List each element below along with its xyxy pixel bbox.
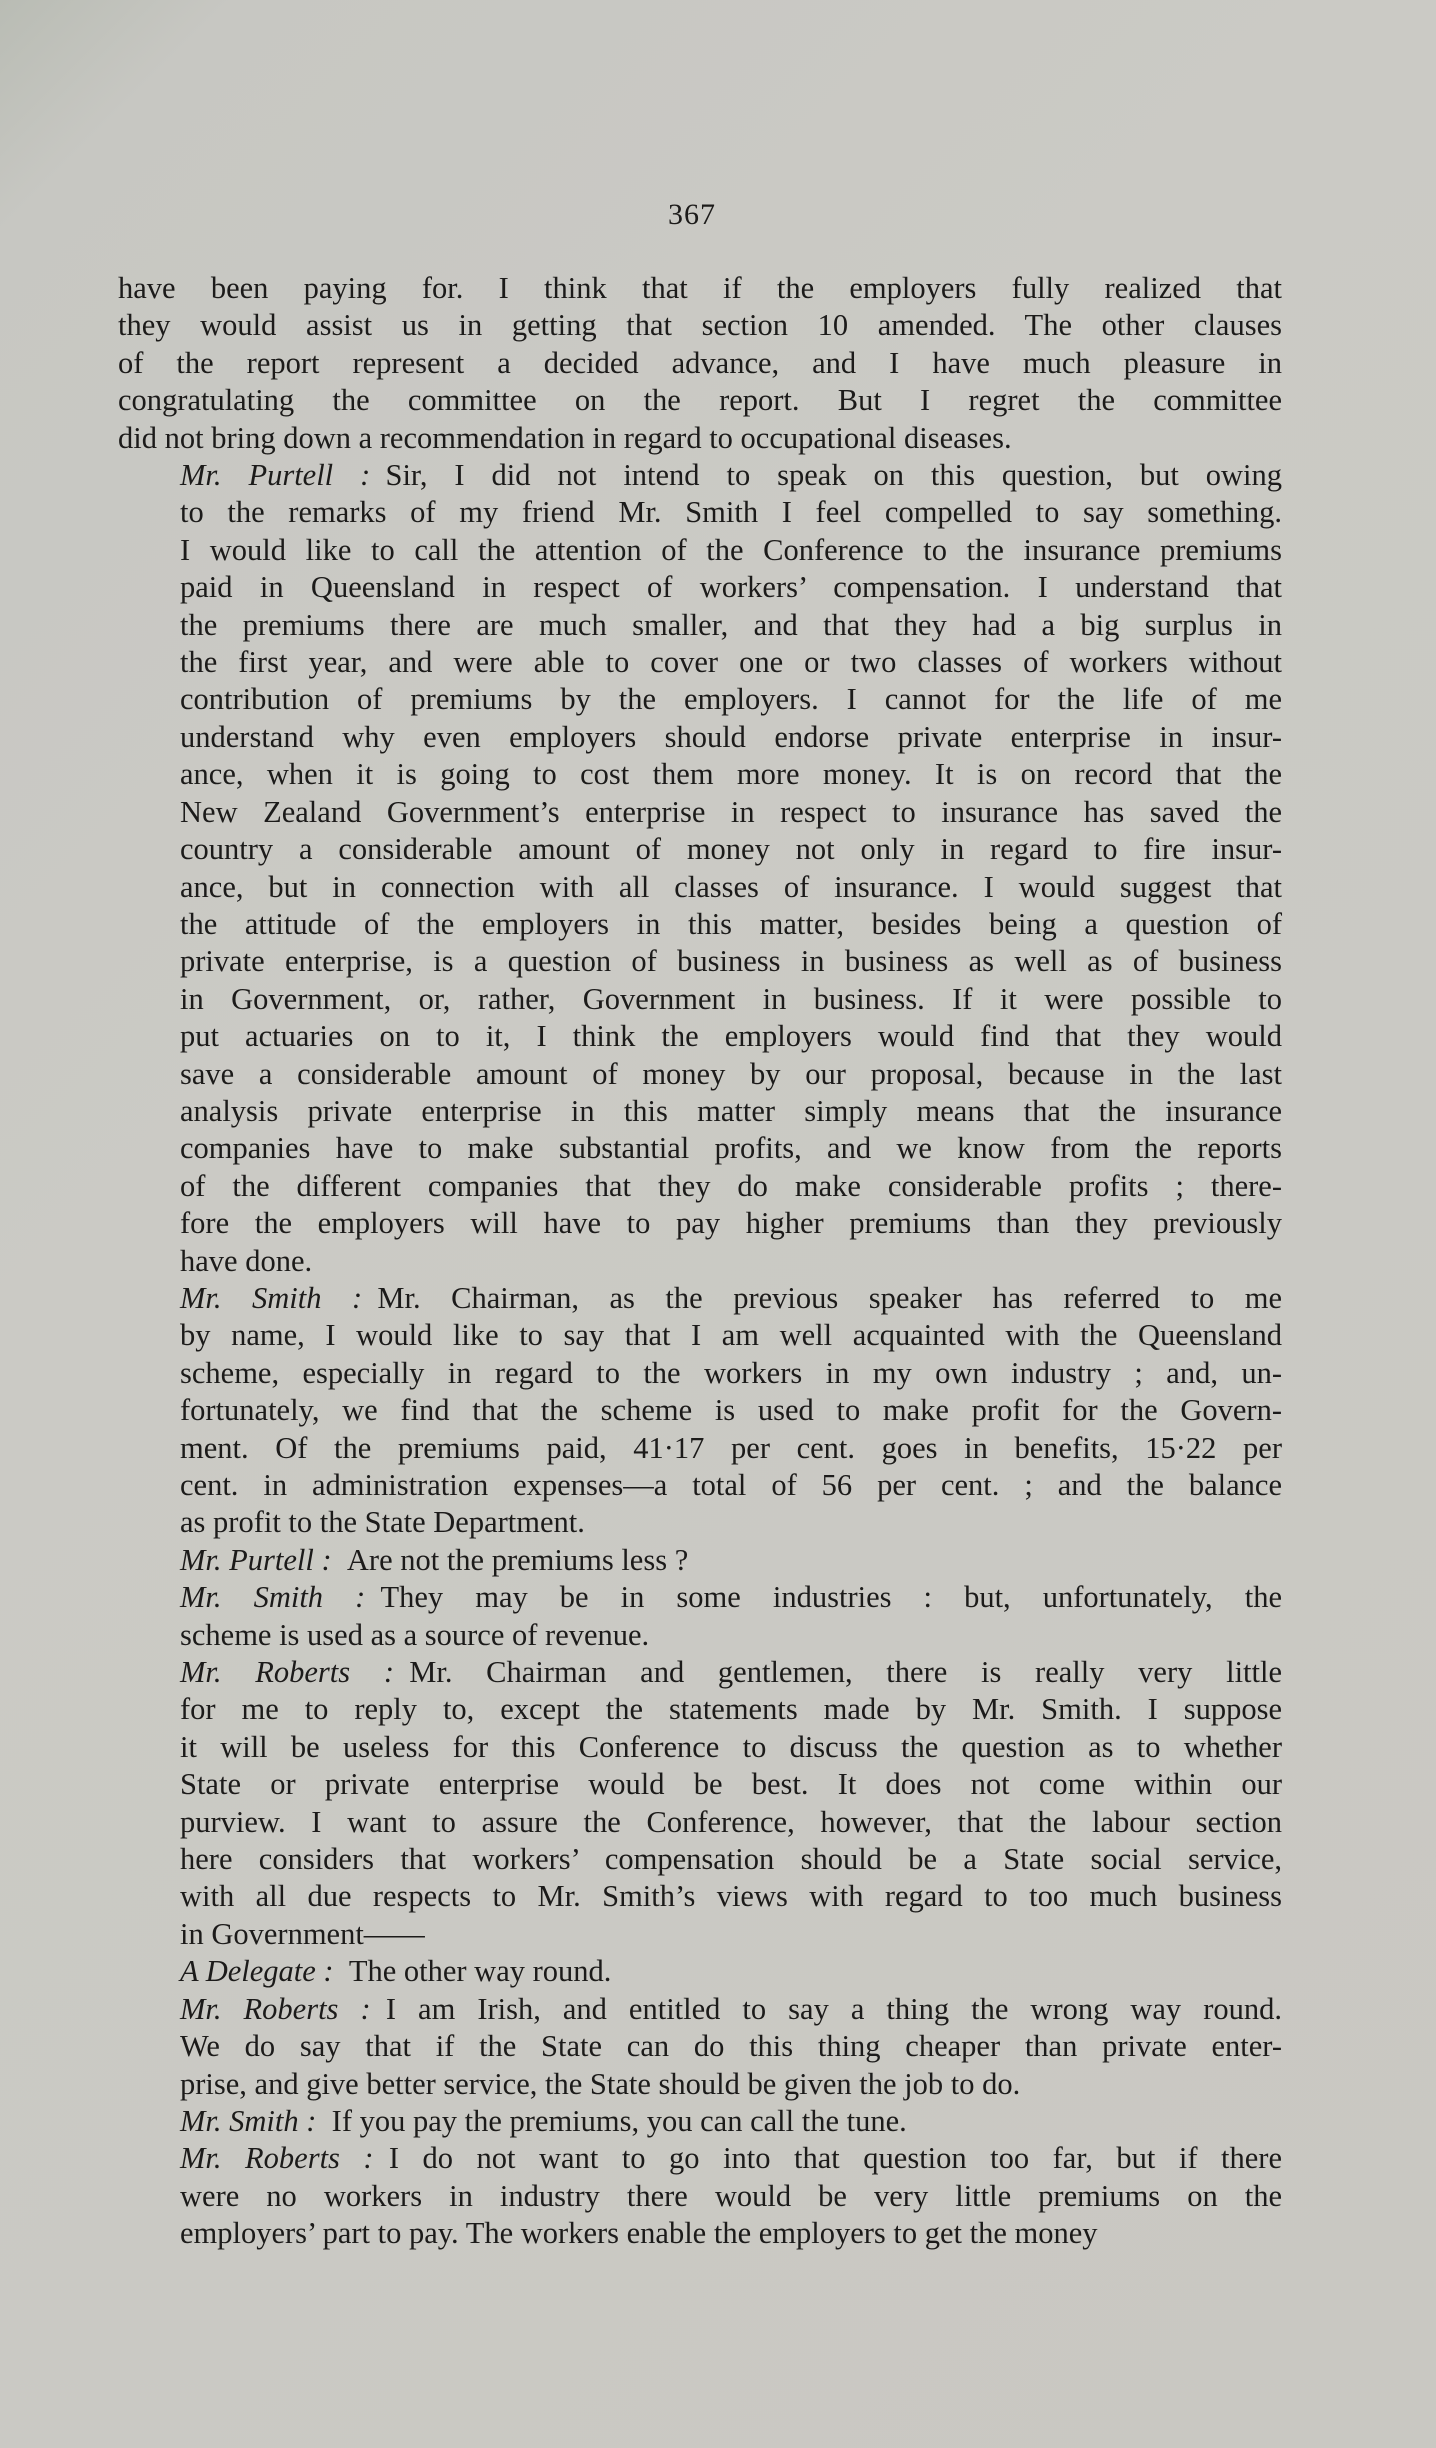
text-line <box>118 1878 1282 1915</box>
text-line <box>118 943 1282 980</box>
text-line <box>118 869 1282 906</box>
speaker-name: Mr. Roberts : <box>180 1991 371 2026</box>
text-line <box>118 2066 1282 2103</box>
text-line <box>118 1130 1282 1167</box>
line-text: with all due respects to Mr. Smith’s views with regard to too much business <box>180 1879 1282 1914</box>
line-text: put actuaries on to it, I think the employers would find that they would <box>180 1019 1282 1054</box>
line-text: ance, but in connection with all classes of insurance. I would suggest that <box>180 869 1282 904</box>
text-line <box>118 794 1282 831</box>
speech-paragraph <box>118 1542 1282 1579</box>
text-line <box>118 1280 1282 1317</box>
line-text: Are not the premiums less ? <box>346 1542 689 1577</box>
speech-paragraph <box>118 2103 1282 2140</box>
line-text: they would assist us in getting that section 10 amended. The other clauses <box>118 308 1282 343</box>
text-line <box>118 981 1282 1018</box>
text-line <box>118 569 1282 606</box>
line-text: country a considerable amount of money not only in regard to fire insur- <box>180 832 1282 867</box>
text-line <box>118 1093 1282 1130</box>
text-line <box>118 1355 1282 1392</box>
line-text: companies have to make substantial profits, and we know from the reports <box>180 1131 1282 1166</box>
line-text: have done. <box>180 1243 313 1278</box>
text-line <box>118 2178 1282 2215</box>
line-text: did not bring down a recommendation in regard to occupational diseases. <box>118 420 1012 455</box>
line-text: scheme is used as a source of revenue. <box>180 1617 650 1652</box>
text-line <box>118 1991 1282 2028</box>
line-text: purview. I want to assure the Conference, however, that the labour section <box>180 1804 1282 1839</box>
line-text: were no workers in industry there would be very little premiums on the <box>180 2178 1282 2213</box>
line-text: paid in Queensland in respect of workers’ compensation. I understand that <box>180 570 1282 605</box>
speaker-name: A Delegate : <box>180 1954 334 1989</box>
text-line <box>118 494 1282 531</box>
text-line <box>118 1467 1282 1504</box>
text-line <box>118 2028 1282 2065</box>
line-text: They may be in some industries : but, unfortunately, the <box>380 1580 1282 1615</box>
text-line <box>118 1617 1282 1654</box>
text-line <box>118 1729 1282 1766</box>
speaker-name: Mr. Roberts : <box>180 2141 374 2176</box>
line-text: congratulating the committee on the report. But I regret the committee <box>118 383 1282 418</box>
text-line <box>118 644 1282 681</box>
line-text: as profit to the State Department. <box>180 1505 585 1540</box>
line-text: Mr. Chairman and gentlemen, there is really very little <box>409 1655 1283 1690</box>
line-text: The other way round. <box>348 1954 612 1989</box>
line-text: it will be useless for this Conference to discuss the question as to whether <box>180 1729 1282 1764</box>
text-line <box>118 1243 1282 1280</box>
line-text: the first year, and were able to cover one or two classes of workers without <box>180 645 1282 680</box>
line-text: cent. in administration expenses—a total of 56 per cent. ; and the balance <box>180 1468 1282 1502</box>
speaker-name: Mr. Smith : <box>180 1280 363 1315</box>
line-text: the premiums there are much smaller, and that they had a big surplus in <box>180 607 1282 642</box>
speaker-name: Mr. Purtell : <box>180 1542 332 1577</box>
text-line <box>118 1579 1282 1616</box>
text-line <box>118 420 1282 457</box>
line-text: ment. Of the premiums paid, 41·17 per cent. goes in benefits, 15·22 per <box>180 1430 1282 1465</box>
text-line <box>118 1766 1282 1803</box>
text-line <box>118 1804 1282 1841</box>
line-text: contribution of premiums by the employers. I cannot for the life of me <box>180 682 1282 717</box>
text-line <box>118 2215 1282 2252</box>
line-text: understand why even employers should endorse private enterprise in insur- <box>180 719 1282 754</box>
speech-paragraph <box>118 1280 1282 1542</box>
text-paragraph <box>118 270 1282 457</box>
text-line <box>118 1317 1282 1354</box>
line-text: in Government, or, rather, Government in business. If it were possible to <box>180 981 1282 1016</box>
text-line <box>118 532 1282 569</box>
text-line <box>118 382 1282 419</box>
line-text: by name, I would like to say that I am well acquainted with the Queensland <box>180 1318 1282 1353</box>
text-line <box>118 607 1282 644</box>
text-line <box>118 2140 1282 2177</box>
speech-paragraph <box>118 1654 1282 1953</box>
speaker-name: Mr. Smith : <box>180 2103 317 2138</box>
line-text: have been paying for. I think that if the employers fully realized that <box>118 271 1282 305</box>
line-text: here considers that workers’ compensation should be a State social service, <box>180 1842 1282 1877</box>
text-line <box>118 1168 1282 1205</box>
line-text: I do not want to go into that question too far, but if there <box>388 2141 1283 2176</box>
speech-paragraph <box>118 1953 1282 1990</box>
speaker-name: Mr. Roberts : <box>180 1655 394 1690</box>
page-number: 367 <box>668 198 716 231</box>
text-line <box>118 1056 1282 1093</box>
text-line <box>118 1504 1282 1541</box>
speaker-name: Mr. Smith : <box>180 1580 366 1615</box>
line-text: analysis private enterprise in this matter simply means that the insurance <box>180 1093 1282 1128</box>
text-line <box>118 756 1282 793</box>
line-text: for me to reply to, except the statements made by Mr. Smith. I suppose <box>180 1692 1282 1727</box>
speech-paragraph <box>118 2140 1282 2252</box>
line-text: ance, when it is going to cost them more money. It is on record that the <box>180 757 1282 792</box>
text-line <box>118 1841 1282 1878</box>
text-line <box>118 270 1282 307</box>
text-line <box>118 345 1282 382</box>
text-line <box>118 2103 1282 2140</box>
speech-paragraph <box>118 1991 1282 2103</box>
text-line <box>118 1205 1282 1242</box>
line-text: State or private enterprise would be best. It does not come within our <box>180 1767 1282 1802</box>
text-line <box>118 1542 1282 1579</box>
speaker-name: Mr. Purtell : <box>180 458 371 493</box>
text-line <box>118 831 1282 868</box>
text-line <box>118 1916 1282 1953</box>
line-text: I would like to call the attention of the Conference to the insurance premiums <box>180 532 1282 567</box>
body-text <box>118 270 1282 2253</box>
line-text: We do say that if the State can do this thing cheaper than private enter- <box>180 2029 1282 2064</box>
line-text: I am Irish, and entitled to say a thing the wrong way round. <box>385 1991 1282 2026</box>
line-text: fortunately, we find that the scheme is used to make profit for the Govern- <box>180 1393 1282 1428</box>
line-text: in Government—— <box>180 1916 425 1951</box>
line-text: prise, and give better service, the State should be given the job to do. <box>180 2066 1021 2101</box>
line-text: If you pay the premiums, you can call the tune. <box>331 2103 907 2138</box>
text-line <box>118 1953 1282 1990</box>
line-text: of the report represent a decided advance, and I have much pleasure in <box>118 345 1282 380</box>
text-line <box>118 681 1282 718</box>
line-text: scheme, especially in regard to the workers in my own industry ; and, un- <box>180 1355 1282 1390</box>
line-text: save a considerable amount of money by our proposal, because in the last <box>180 1056 1282 1091</box>
text-line <box>118 1430 1282 1467</box>
line-text: New Zealand Government’s enterprise in respect to insurance has saved the <box>180 794 1282 829</box>
line-text: Sir, I did not intend to speak on this question, but owing <box>385 458 1282 493</box>
text-line <box>118 906 1282 943</box>
line-text: employers’ part to pay. The workers enable the employers to get the money <box>180 2216 1098 2251</box>
text-line <box>118 1392 1282 1429</box>
line-text: private enterprise, is a question of business in business as well as of business <box>180 944 1282 979</box>
text-line <box>118 1018 1282 1055</box>
text-line <box>118 457 1282 494</box>
line-text: the attitude of the employers in this matter, besides being a question of <box>180 906 1282 941</box>
text-line <box>118 307 1282 344</box>
line-text: fore the employers will have to pay higher premiums than they previously <box>180 1206 1282 1241</box>
line-text: Mr. Chairman, as the previous speaker has referred to me <box>377 1280 1282 1315</box>
line-text: of the different companies that they do make considerable profits ; there- <box>180 1168 1282 1203</box>
text-line <box>118 1691 1282 1728</box>
speech-paragraph <box>118 1579 1282 1654</box>
text-line <box>118 719 1282 756</box>
line-text: to the remarks of my friend Mr. Smith I feel compelled to say something. <box>180 495 1282 530</box>
speech-paragraph <box>118 457 1282 1280</box>
text-line <box>118 1654 1282 1691</box>
